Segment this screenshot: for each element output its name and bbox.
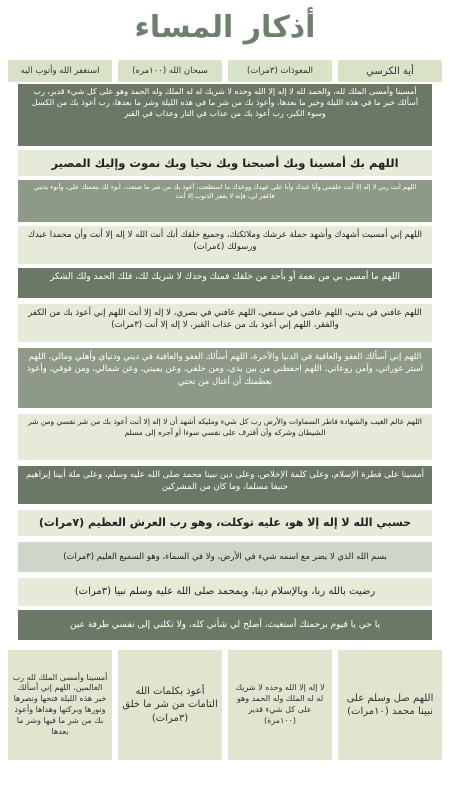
dhikr-block-5: اللهم ما أمسى بي من نعمة أو بأحد من خلقك فمنك وحدك لا شريك لك، فلك الحمد ولك الشكر [18,268,432,298]
card-salawat: اللهم صل وسلم على نبينا محمد (١٠مرات) [338,650,442,760]
dhikr-block-6: اللهم عافني في بدني، اللهم عافني في سمعي، اللهم عافني في بصري، لا إله إلا أنت اللهم إني أعوذ بك من الكفر والفقر، اللهم إني أعوذ بك من عذاب القبر، لا إله إلا أنت (٣مرات) [18,304,432,342]
dhikr-block-2: اللهم بك أمسينا وبك أصبحنا وبك نحيا وبك نموت وإليك المصير [18,150,432,176]
tab-ayat-al-kursi[interactable]: أية الكرسي [338,60,442,82]
dhikr-block-9: أمسينا على فطرة الإسلام، وعلى كلمة الإخلاص، وعلى دين نبينا محمد صلى الله عليه وسلم، وعلى ملة أبينا إبراهيم حنيفا مسلما، وما كان من المشركين [18,466,432,504]
dhikr-block-1: أمسينا وأمسى الملك لله، والحمد لله لا إله إلا الله وحده لا شريك له له الملك وله الحمد وهو على كل شيء قدير، رب أسألك خير ما في هذه الليلة وخير ما بعدها، وأعوذ بك من شر ما في هذه الليلة وشر ما بعدها، رب أعوذ بك من الكسل وسوء الكبر، رب أعوذ بك من عذاب في النار وعذاب في القبر [18,84,432,146]
category-tabs [8,60,442,82]
tab-istighfar[interactable]: استغفر الله وأتوب اليه [8,60,112,82]
tab-subhanallah[interactable]: سبحان الله (١٠٠مره) [118,60,222,82]
bottom-cards [8,650,442,760]
dhikr-block-4: اللهم إني أمسيت أشهدك وأشهد حملة عرشك وملائكتك، وجميع خلقك أنك أنت الله لا إله إلا أنت وأن محمدا عبدك ورسولك (٤مرات) [18,226,432,264]
card-audhu: أعوذ بكلمات الله التامات من شر ما خلق (٣مرات) [118,650,222,760]
dhikr-block-8: اللهم عالم الغيب والشهادة فاطر السماوات والأرض رب كل شيء ومليكه أشهد أن لا إله إلا أنت أعوذ بك من شر نفسي ومن شر الشيطان وشركه وأن أقترف على نفسي سوءا أو أجره إلى مسلم [18,414,432,460]
page-title: أذكار المساء [134,10,316,45]
dhikr-block-10: حسبي الله لا إله إلا هو، عليه توكلت، وهو رب العرش العظيم (٧مرات) [18,510,432,536]
dhikr-block-12: رضيت بالله ربا، وبالإسلام دينا، وبمحمد صلى الله عليه وسلم نبيا (٣مرات) [18,578,432,606]
dhikr-block-13: يا حي يا قيوم برحمتك أستغيث، أصلح لي شأني كله، ولا تكلني إلى نفسي طرفة عين [18,610,432,640]
tab-muawwidhat[interactable]: المعوذات (٣مرات) [228,60,332,82]
card-tahlil: لا إله إلا الله وحده لا شريك له له الملك وله الحمد وهو على كل شيء قدير (١٠٠مرة) [228,650,332,760]
dhikr-block-3: اللهم أنت ربي لا إله إلا أنت خلقتني وأنا عبدك وأنا على عهدك ووعدك ما استطعت، أعوذ بك من شر ما صنعت، أبوء لك بنعمتك علي، وأبوء بذنبي فاغفر لي، فإنه لا يغفر الذنوب إلا أنت [18,180,432,222]
dhikr-block-11: بسم الله الذي لا يضر مع اسمه شيء في الأرض، ولا في السماء، وهو السميع العليم (٣مرات) [18,542,432,572]
card-amsayna: أمسينا وأمسى الملك لله رب العالمين، اللهم إني أسألك خير هذه الليلة فتحها ونصرها ونورها وبركتها وهداها وأعوذ بك من شر ما فيها وشر ما بعدها [8,650,112,760]
dhikr-block-7: اللهم إني أسألك العفو والعافية في الدنيا والآخرة، اللهم أسألك العفو والعافية في ديني ودنياي وأهلي ومالي، اللهم استر عوراتي، وآمن روعاتي، اللهم احفظني من بين يدي، ومن خلفي، وعن يميني، وعن شمالي، ومن فوقي، وأعوذ بعظمتك أن أغتال من تحتي [18,348,432,408]
